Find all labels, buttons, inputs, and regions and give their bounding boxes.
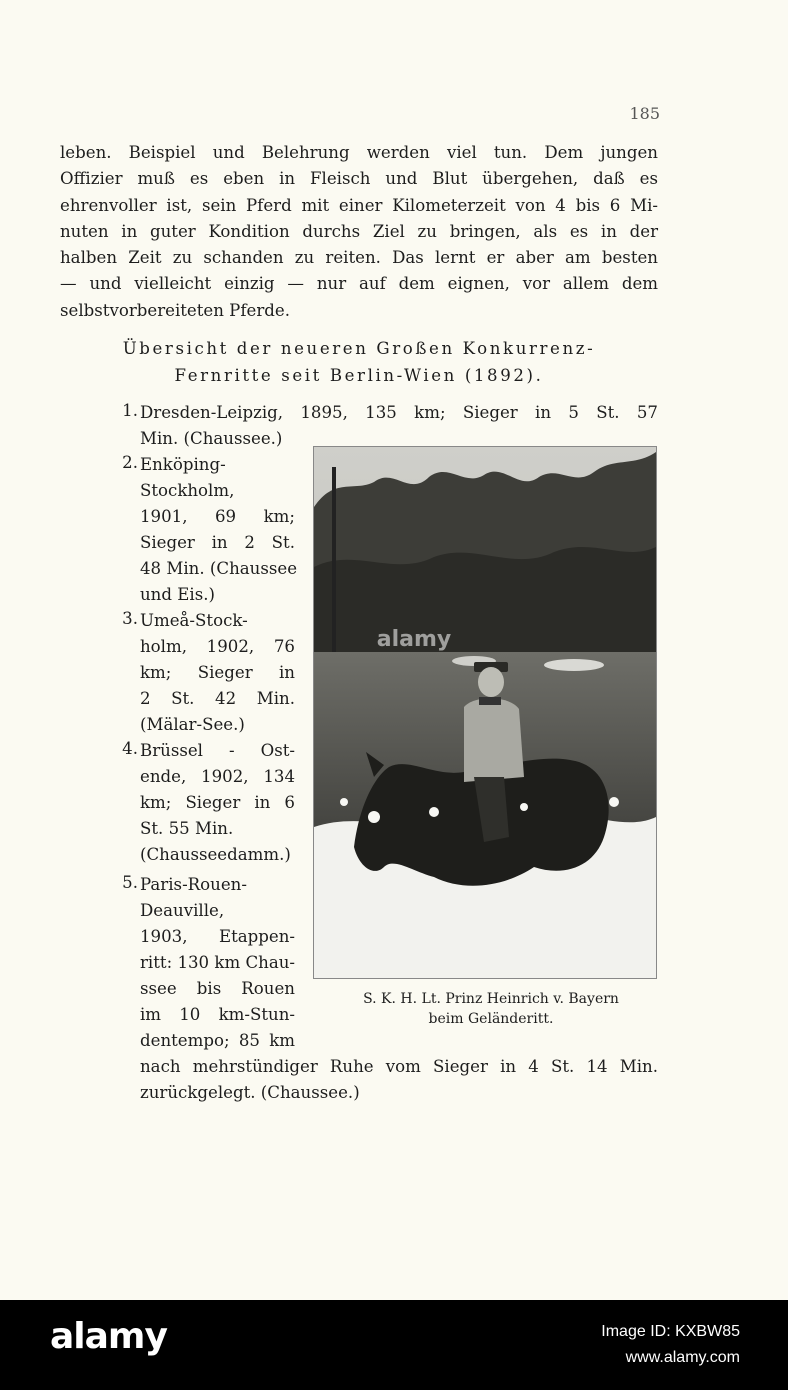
image-id-label: Image ID: KXBW85 — [601, 1323, 740, 1340]
item-line: km; Sieger in 6 — [140, 793, 295, 812]
item-number: 1. — [122, 401, 138, 420]
paragraph-line: selbstvorbereiteten Pferde. — [60, 300, 290, 320]
item-line: (Chausseedamm.) — [140, 845, 291, 864]
photo-illustration — [314, 447, 656, 978]
brand-logo: alamy — [50, 1316, 167, 1357]
item-line: km; Sieger in — [140, 663, 295, 682]
section-heading: Übersicht der neueren Großen Konkurrenz- — [122, 339, 596, 358]
item-line: Paris-Rouen- — [140, 875, 247, 894]
item-line: zurückgelegt. (Chaussee.) — [140, 1083, 360, 1102]
item-number: 3. — [122, 609, 138, 628]
item-line: Umeå-Stock- — [140, 611, 248, 630]
photo-watermark: alamy — [376, 627, 452, 652]
item-line: Deauville, — [140, 901, 225, 920]
item-line: 48 Min. (Chaussee — [140, 559, 298, 578]
paragraph-line: — und vielleicht einzig — nur auf dem eignen, vor allem dem — [60, 274, 658, 294]
caption-line: beim Geländeritt. — [428, 1011, 554, 1027]
item-line: 1901, 69 km; — [140, 507, 295, 526]
page-number: 185 — [629, 104, 660, 123]
item-line: 1903, Etappen- — [140, 927, 295, 946]
item-line: Min. (Chaussee.) — [140, 429, 283, 448]
item-line: (Mälar-See.) — [140, 715, 245, 734]
item-line: Dresden-Leipzig, 1895, 135 km; Sieger in 5 St. 57 — [140, 403, 658, 422]
item-line: ritt: 130 km Chau- — [140, 953, 296, 972]
item-number: 2. — [122, 453, 138, 472]
item-line: dentempo; 85 km — [140, 1031, 295, 1050]
paragraph-line: nuten in guter Kondition durchs Ziel zu bringen, als es in der — [60, 221, 658, 241]
item-line: Brüssel - Ost- — [140, 741, 295, 760]
item-line: Sieger in 2 St. — [140, 533, 295, 552]
item-number: 5. — [122, 873, 138, 892]
item-line: nach mehrstündiger Ruhe vom Sieger in 4 St. 14 Min. — [140, 1057, 658, 1076]
body-paragraph — [60, 140, 658, 324]
photo-caption — [313, 989, 669, 1029]
paragraph-line: ehrenvoller ist, sein Pferd mit einer Kilometerzeit von 4 bis 6 Mi- — [60, 195, 658, 215]
item-line: St. 55 Min. — [140, 819, 234, 838]
item-line: Enköping- — [140, 455, 226, 474]
item-line: holm, 1902, 76 — [140, 637, 295, 656]
caption-line: S. K. H. Lt. Prinz Heinrich v. Bayern — [363, 991, 619, 1007]
item-line: Stockholm, — [140, 481, 235, 500]
section-heading-continued: Fernritte seit Berlin-Wien (1892). — [174, 366, 544, 385]
item-number: 4. — [122, 739, 138, 758]
paragraph-line: Offizier muß es eben in Fleisch und Blut übergehen, daß es — [60, 169, 658, 189]
item-line: 2 St. 42 Min. — [140, 689, 295, 708]
item-line: ssee bis Rouen — [140, 979, 295, 998]
site-url[interactable]: www.alamy.com — [625, 1349, 740, 1366]
item-line: ende, 1902, 134 — [140, 767, 295, 786]
photograph-rider-on-horse — [313, 446, 657, 979]
paragraph-line: leben. Beispiel und Belehrung werden viel tun. Dem jungen — [60, 143, 658, 162]
item-line: und Eis.) — [140, 585, 215, 604]
item-line: im 10 km-Stun- — [140, 1005, 295, 1024]
paragraph-line: halben Zeit zu schanden zu reiten. Das lernt er aber am besten — [60, 248, 658, 268]
